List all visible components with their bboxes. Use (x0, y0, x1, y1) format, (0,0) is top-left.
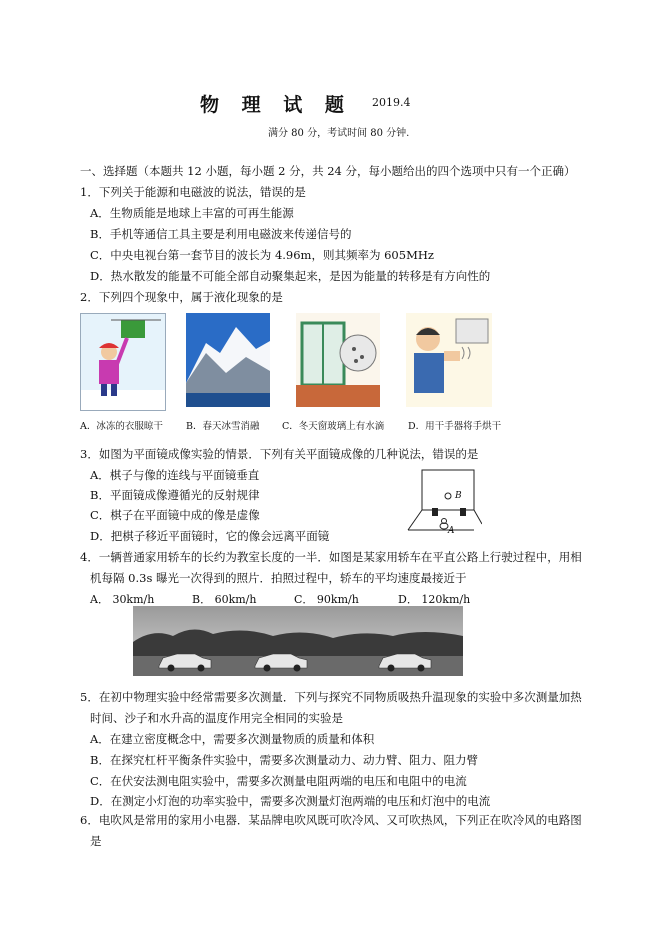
q4-option-d: D． 120km/h (398, 593, 471, 606)
q2-option-c: C．冬天窗玻璃上有水滴 (282, 421, 385, 432)
q5-option-a: A．在建立密度概念中，需要多次测量物质的质量和体积 (90, 732, 375, 746)
page-title: 物 理 试 题 (200, 94, 352, 116)
q5-option-d: D．在测定小灯泡的功率实验中，需要多次测量灯泡两端的电压和灯泡中的电流 (90, 794, 491, 808)
q4-option-b: B． 60km/h (192, 593, 257, 606)
fig-label-a: A (448, 526, 455, 536)
q1-stem: 1．下列关于能源和电磁波的说法，错误的是 (80, 185, 306, 199)
q3-option-d: D．把棋子移近平面镜时，它的像会远离平面镜 (90, 529, 330, 543)
q5-option-b: B．在探究杠杆平衡条件实验中，需要多次测量动力、动力臂、阻力、阻力臂 (90, 753, 478, 767)
frozen-clothes-image (80, 313, 166, 411)
q2-option-a: A．冰冻的衣服晾干 (80, 421, 163, 432)
q6-stem-line2: 是 (90, 834, 102, 848)
section-heading: 一、选择题（本题共 12 小题，每小题 2 分，共 24 分，每小题给出的四个选项中只有一个正确） (80, 164, 576, 178)
q3-option-a: A．棋子与像的连线与平面镜垂直 (90, 468, 260, 482)
fig-label-b: B (455, 491, 462, 501)
car-multi-exposure-photo (133, 606, 463, 676)
q5-stem-line1: 5．在初中物理实验中经常需要多次测量．下列与探究不同物质吸热升温现象的实验中多次测量加热 (80, 690, 582, 704)
q1-option-b: B．手机等通信工具主要是利用电磁波来传递信号的 (90, 227, 352, 241)
q2-option-b: B．春天冰雪消融 (186, 421, 260, 432)
plane-mirror-diagram (404, 466, 482, 538)
q1-option-c: C．中央电视台第一套节目的波长为 4.96m，则其频率为 605MHz (90, 248, 434, 262)
q4-stem-line2: 机每隔 0.3s 曝光一次得到的照片．拍照过程中，轿车的平均速度最接近于 (90, 571, 467, 585)
q1-option-a: A．生物质能是地球上丰富的可再生能源 (90, 206, 294, 220)
q4-option-a: A． 30km/h (90, 593, 155, 606)
q4-option-c: C． 90km/h (294, 593, 359, 606)
q2-stem: 2．下列四个现象中，属于液化现象的是 (80, 290, 283, 304)
q4-stem-line1: 4．一辆普通家用轿车的长约为教室长度的一半．如图是某家用轿车在平直公路上行驶过程中，用相 (80, 550, 582, 564)
snow-mountain-image (186, 313, 270, 407)
q6-stem-line1: 6．电吹风是常用的家用小电器．某品牌电吹风既可吹冷风、又可吹热风，下列正在吹冷风的电路图 (80, 813, 582, 827)
q3-option-c: C．棋子在平面镜中成的像是虚像 (90, 508, 260, 522)
q5-stem-line2: 时间、沙子和水升高的温度作用完全相同的实验是 (90, 711, 343, 725)
exam-date: 2019.4 (372, 96, 411, 109)
q5-option-c: C．在伏安法测电阻实验中，需要多次测量电阻两端的电压和电阻中的电流 (90, 774, 467, 788)
hand-dryer-image (406, 313, 492, 407)
q2-option-d: D．用干手器将手烘干 (408, 421, 502, 432)
q3-stem: 3．如图为平面镜成像实验的情景．下列有关平面镜成像的几种说法，错误的是 (80, 447, 479, 461)
q3-option-b: B．平面镜成像遵循光的反射规律 (90, 488, 260, 502)
exam-note: 满分 80 分，考试时间 80 分钟. (268, 128, 410, 139)
window-condensation-image (296, 313, 380, 407)
q1-option-d: D．热水散发的能量不可能全部自动聚集起来，是因为能量的转移是有方向性的 (90, 269, 491, 283)
